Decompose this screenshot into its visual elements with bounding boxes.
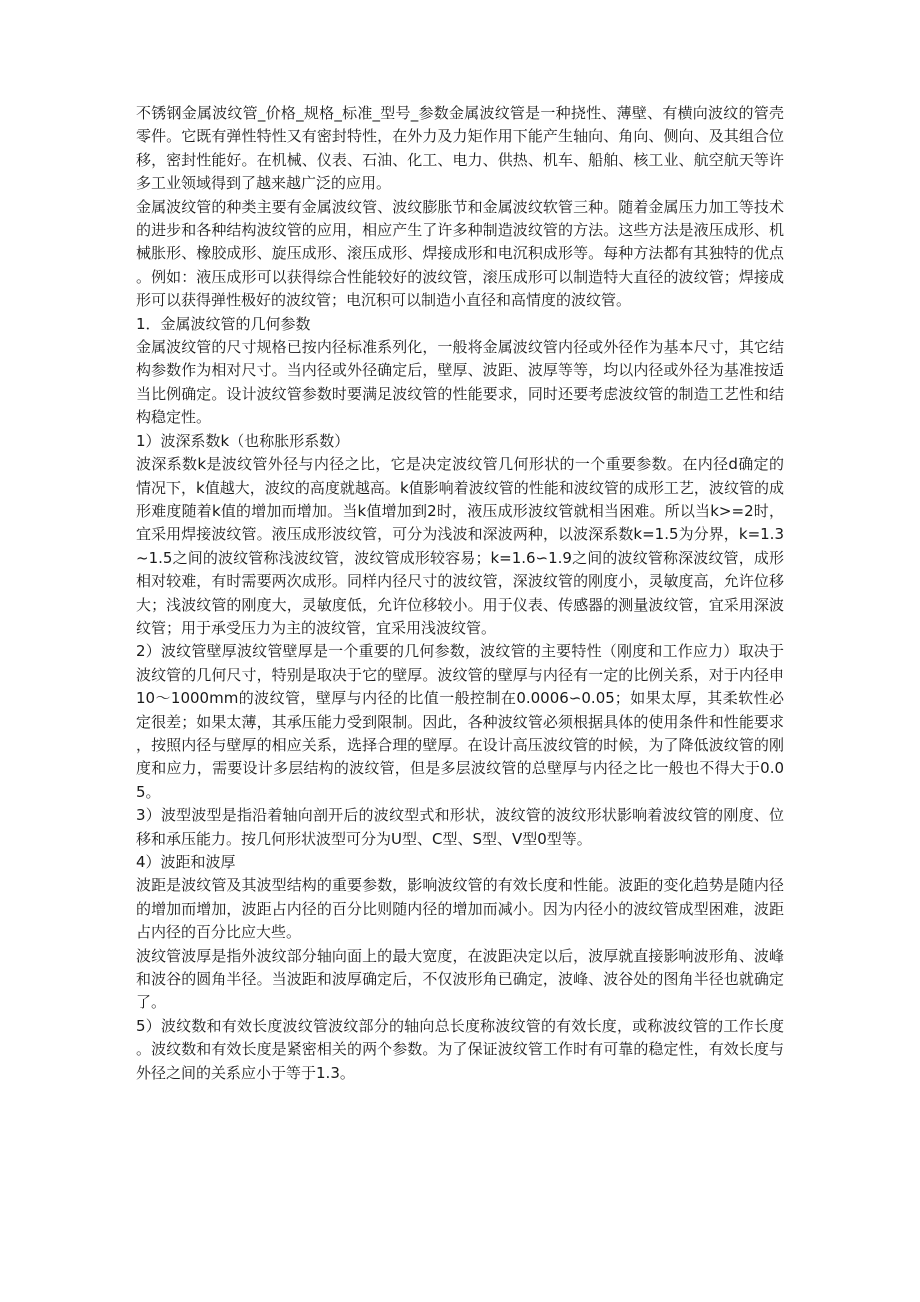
subheading-depth-coefficient: 1）波深系数k（也称胀形系数） — [136, 431, 350, 450]
size-spec-paragraph: 金属波纹管的尺寸规格已按内径标准系列化，一般将金属波纹管内径或外径作为基本尺寸，其它结构参数作为相对尺寸。当内径或外径确定后，壁厚、波距、波厚等等，均以内径或外径为基准按适当比例确定。设计波纹管参数时要满足波纹管的性能要求，同时还要考虑波纹管的制造工艺性和结构稳定性。 — [136, 338, 784, 427]
depth-coefficient-paragraph: 波深系数k是波纹管外径与内径之比，它是决定波纹管几何形状的一个重要参数。在内径d确定的情况下，k值越大，波纹的高度就越高。k值影响着波纹管的性能和波纹管的成形工艺，波纹管的成形难度随着k值的增加而增加。当k值增加到2时，液压成形波纹管就相当困难。所以当k>=2时，宜采用焊接波纹管。液压成形波纹管，可分为浅波和深波两种，以波深系数k=1.5为分界，k=1.3~1.5之间的波纹管称浅波纹管，波纹管成形较容易；k=1.6∽1.9之间的波纹管称深波纹管，成形相对较难，有时需要两次成形。同样内径尺寸的波纹管，深波纹管的刚度小，灵敏度高，允许位移大；浅波纹管的刚度大，灵敏度低，允许位移较小。用于仪表、传感器的测量波纹管，宜采用深波纹管；用于承受压力为主的波纹管，宜采用浅波纹管。 — [136, 455, 784, 637]
pitch-paragraph: 波距是波纹管及其波型结构的重要参数，影响波纹管的有效长度和性能。波距的变化趋势是随内径的增加而增加，波距占内径的百分比则随内径的增加而减小。因为内径小的波纹管成型困难，波距占内径的百分比应大些。 — [136, 876, 784, 942]
intro-paragraph: 不锈钢金属波纹管_价格_规格_标准_型号_参数金属波纹管是一种挠性、薄壁、有横向波纹的管壳零件。它既有弹性特性又有密封特性，在外力及力矩作用下能产生轴向、角向、侧向、及其组合位移，密封性能好。在机械、仪表、石油、化工、电力、供热、机车、船舶、核工业、航空航天等许多工业领域得到了越来越广泛的应用。 — [136, 104, 784, 193]
wave-type-paragraph: 3）波型波型是指沿着轴向剖开后的波纹型式和形状，波纹管的波纹形状影响着波纹管的刚度、位移和承压能力。按几何形状波型可分为U型、C型、S型、V型0型等。 — [136, 806, 784, 848]
section-heading-geometry: 1．金属波纹管的几何参数 — [136, 314, 311, 333]
wave-count-paragraph: 5）波纹数和有效长度波纹管波纹部分的轴向总长度称波纹管的有效长度，或称波纹管的工作长度。波纹数和有效长度是紧密相关的两个参数。为了保证波纹管工作时有可靠的稳定性，有效长度与外径之间的关系应小于等于1.3。 — [136, 1016, 784, 1082]
document-body — [136, 102, 784, 1085]
types-paragraph: 金属波纹管的种类主要有金属波纹管、波纹膨胀节和金属波纹软管三种。随着金属压力加工等技术的进步和各种结构波纹管的应用，相应产生了许多种制造波纹管的方法。这些方法是液压成形、机械胀形、橡胶成形、旋压成形、滚压成形、焊接成形和电沉积成形等。每种方法都有其独特的优点。例如：液压成形可以获得综合性能较好的波纹管，滚压成形可以制造特大直径的波纹管；焊接成形可以获得弹性极好的波纹管；电沉积可以制造小直径和高情度的波纹管。 — [136, 197, 784, 310]
wave-thickness-paragraph: 波纹管波厚是指外波纹部分轴向面上的最大宽度，在波距决定以后，波厚就直接影响波形角、波峰和波谷的圆角半径。当波距和波厚确定后，不仅波形角已确定，波峰、波谷处的图角半径也就确定了。 — [136, 946, 784, 1012]
wall-thickness-paragraph: 2）波纹管壁厚波纹管壁厚是一个重要的几何参数，波纹管的主要特性（刚度和工作应力）取决于波纹管的几何尺寸，特别是取决于它的壁厚。波纹管的壁厚与内径有一定的比例关系，对于内径申10～1000mm的波纹管，壁厚与内径的比值一般控制在0.0006∽0.05；如果太厚，其柔软性必定很差；如果太薄，其承压能力受到限制。因此，各种波纹管必须根据具体的使用条件和性能要求，按照内径与壁厚的相应关系，选择合理的壁厚。在设计高压波纹管的时候，为了降低波纹管的刚度和应力，需要设计多层结构的波纹管，但是多层波纹管的总壁厚与内径之比一般也不得大于0.05。 — [136, 642, 784, 801]
subheading-pitch-thickness: 4）波距和波厚 — [136, 853, 236, 871]
